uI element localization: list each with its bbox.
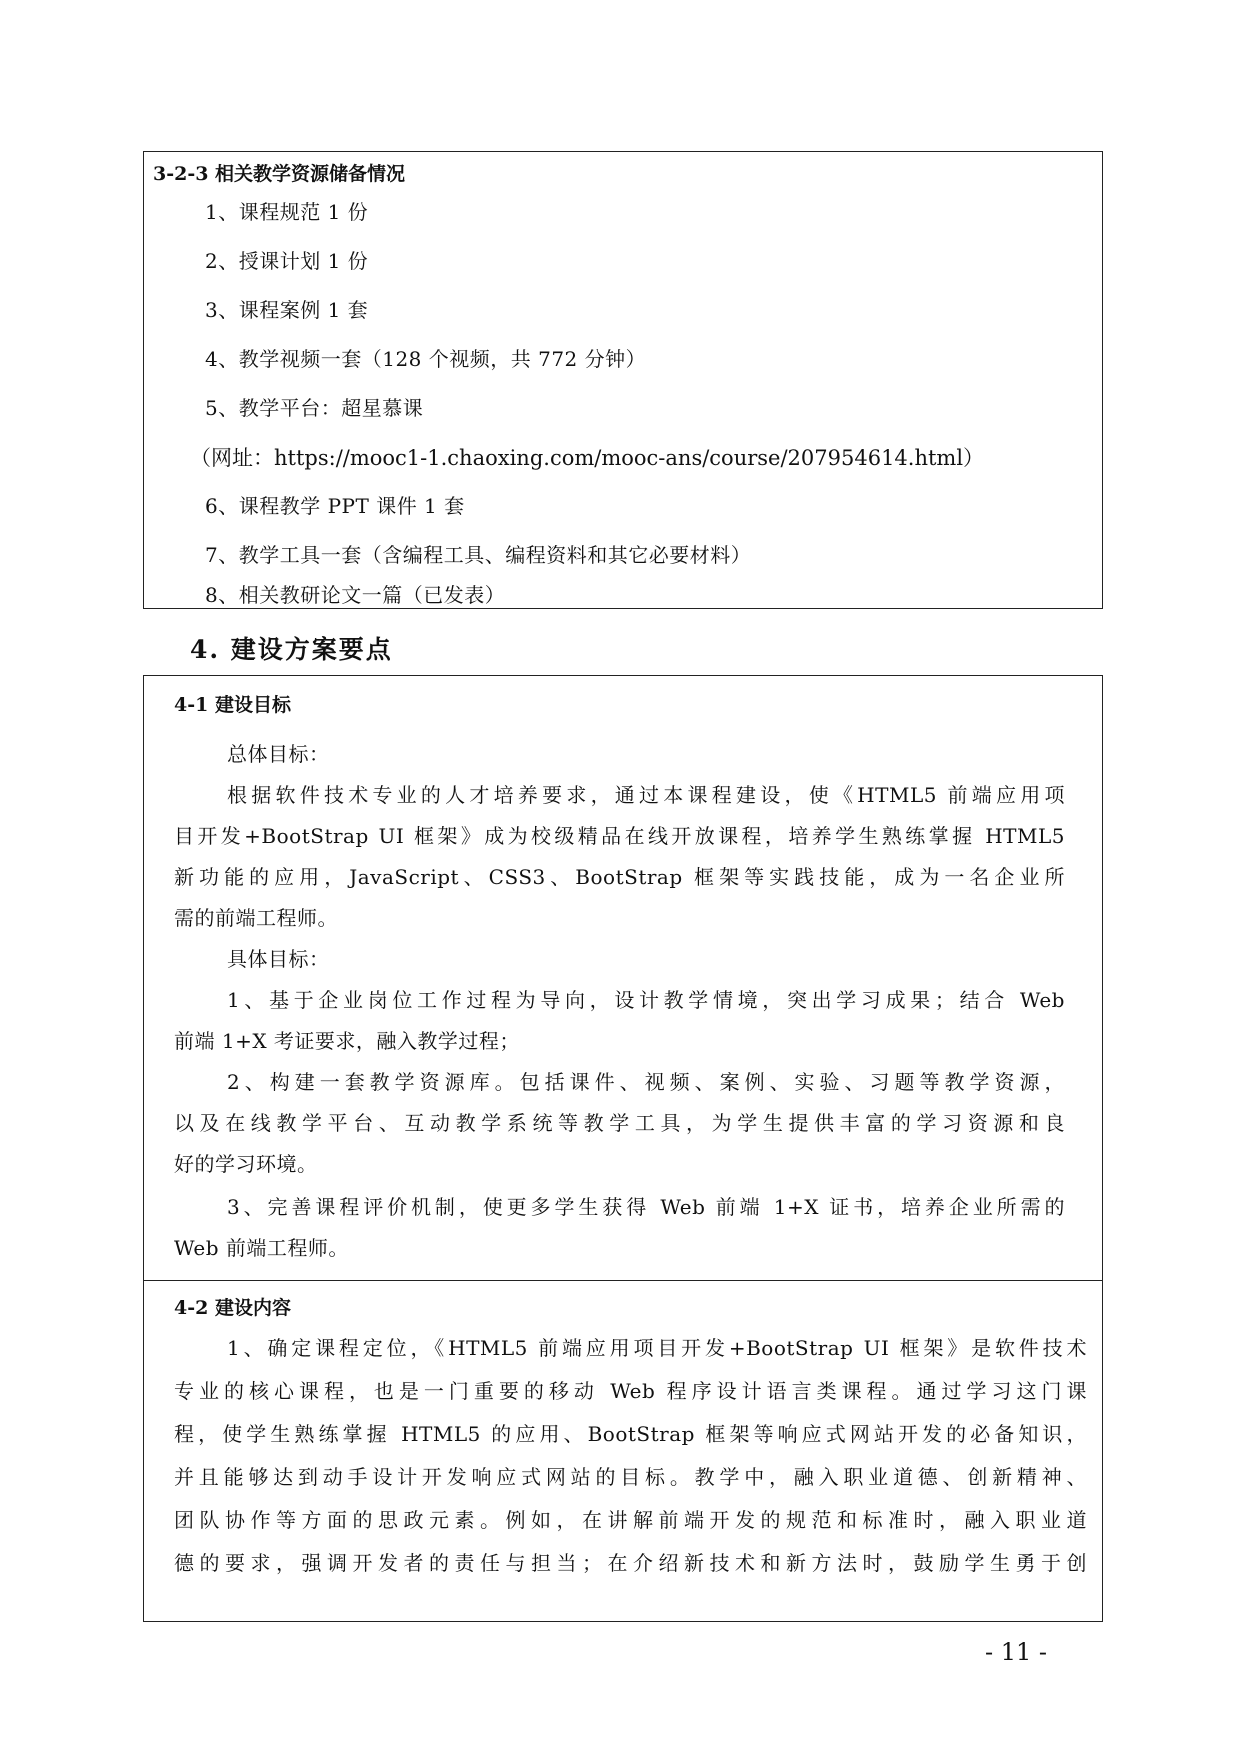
resource-item-5: 5、教学平台：超星慕课 (205, 396, 424, 420)
resource-item-4: 4、教学视频一套（128 个视频，共 772 分钟） (205, 347, 647, 371)
resources-heading: 3-2-3 相关教学资源储备情况 (153, 163, 406, 185)
goals-line: 好的学习环境。 (174, 1152, 318, 1176)
resource-item-2: 2、授课计划 1 份 (205, 249, 369, 273)
content-line: 程，使学生熟练掌握 HTML5 的应用、BootStrap 框架等响应式网站开发的必备知识， (174, 1422, 1087, 1446)
goals-line: 总体目标： (227, 742, 330, 766)
goals-line: 3、完善课程评价机制，使更多学生获得 Web 前端 1+X 证书，培养企业所需的 (227, 1195, 1065, 1219)
goals-line: 新功能的应用，JavaScript、CSS3、BootStrap 框架等实践技能，成为一名企业所 (174, 865, 1065, 889)
goals-line: 前端 1+X 考证要求，融入教学过程； (174, 1029, 520, 1053)
content-line: 团队协作等方面的思政元素。例如，在讲解前端开发的规范和标准时，融入职业道 (174, 1508, 1087, 1532)
resource-item-1: 1、课程规范 1 份 (205, 200, 369, 224)
resource-item-8: 8、相关教研论文一篇（已发表） (205, 583, 506, 607)
goals-line: 目开发+BootStrap UI 框架》成为校级精品在线开放课程，培养学生熟练掌握 HTML5 (174, 824, 1065, 848)
content-heading: 4-2 建设内容 (174, 1297, 291, 1319)
content-line: 德的要求，强调开发者的责任与担当；在介绍新技术和新方法时，鼓励学生勇于创 (174, 1551, 1087, 1575)
goals-line: 以及在线教学平台、互动教学系统等教学工具，为学生提供丰富的学习资源和良 (174, 1111, 1065, 1135)
content-line: 专业的核心课程，也是一门重要的移动 Web 程序设计语言类课程。通过学习这门课 (174, 1379, 1087, 1403)
goals-heading: 4-1 建设目标 (174, 694, 291, 716)
goals-line: 2、构建一套教学资源库。包括课件、视频、案例、实验、习题等教学资源， (227, 1070, 1065, 1094)
resource-item-7: 7、教学工具一套（含编程工具、编程资料和其它必要材料） (205, 543, 752, 567)
platform-url: （网址：https://mooc1-1.chaoxing.com/mooc-ans/course/207954614.html） (190, 446, 985, 470)
goals-line: Web 前端工程师。 (174, 1236, 349, 1260)
content-line: 1、确定课程定位，《HTML5 前端应用项目开发+BootStrap UI 框架》是软件技术 (227, 1336, 1087, 1360)
resource-item-6: 6、课程教学 PPT 课件 1 套 (205, 494, 465, 518)
goals-line: 具体目标： (227, 947, 330, 971)
goals-line: 根据软件技术专业的人才培养要求，通过本课程建设，使《HTML5 前端应用项 (227, 783, 1065, 807)
resource-item-3: 3、课程案例 1 套 (205, 298, 369, 322)
page-number: - 11 - (985, 1638, 1048, 1666)
content-line: 并且能够达到动手设计开发响应式网站的目标。教学中，融入职业道德、创新精神、 (174, 1465, 1087, 1489)
goals-line: 需的前端工程师。 (174, 906, 338, 930)
section-title: 4. 建设方案要点 (190, 635, 393, 664)
goals-line: 1、基于企业岗位工作过程为导向，设计教学情境，突出学习成果；结合 Web (227, 988, 1065, 1012)
